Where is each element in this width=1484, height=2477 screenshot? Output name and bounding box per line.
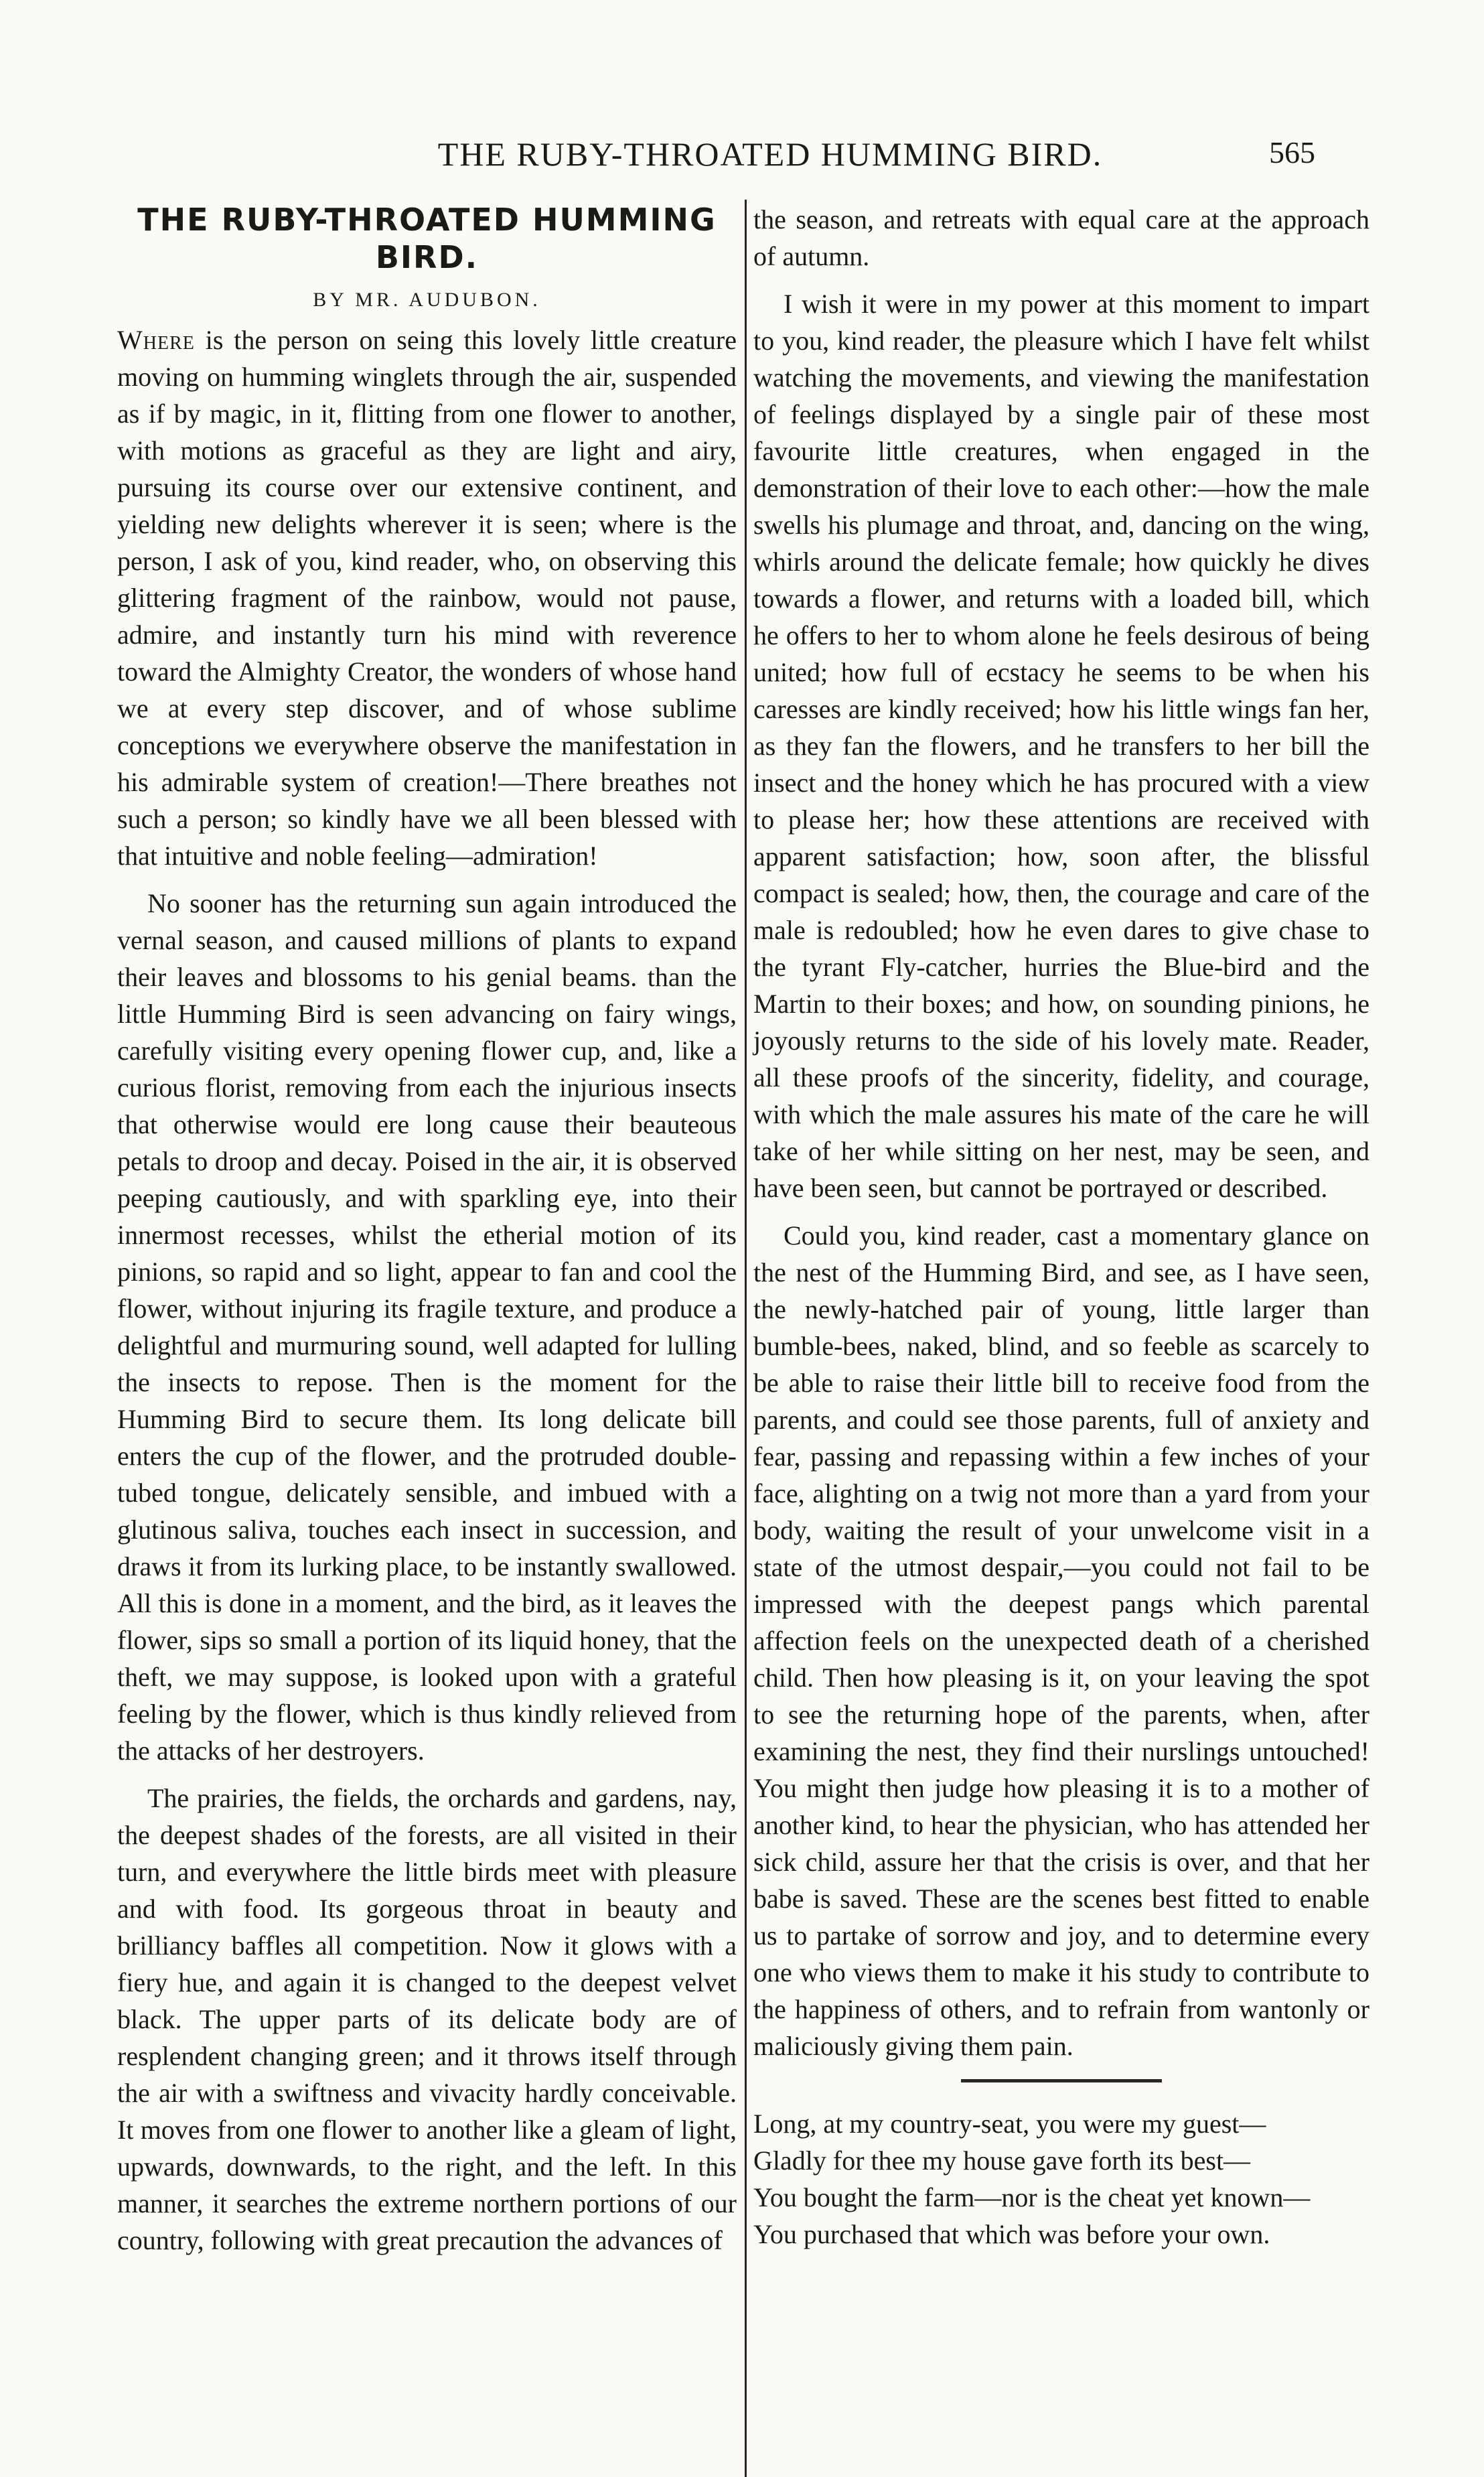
page-number: 565 [1269,135,1315,169]
poem [753,2105,1369,2253]
byline: BY MR. AUDUBON. [313,289,541,311]
poem-line: Gladly for thee my house gave forth its best— [753,2145,1251,2176]
paragraph-4: I wish it were in my power at this moment to impart to you, kind reader, the pleasure which I have felt whilst watching the movements, and viewing the manifestation of feelings displayed by a single pair of these most favourite little creatures, when engaged in the demonstration of their love to each other:—how the male swells his plumage and throat, and, dancing on the wing, whirls around the delicate female; how quickly he dives towards a flower, and returns with a loaded bill, which he offers to her to whom alone he feels desirous of being united; how full of ecstacy he seems to be when his caresses are kindly received; how his little wings fan her, as they fan the flowers, and he transfers to her bill the insect and the honey which he has procured with a view to please her; how these attentions are received with apparent satisfaction; how, soon after, the blissful compact is sealed; how, then, the courage and care of the male is redoubled; how he even dares to give chase to the tyrant Fly-catcher, hurries the Blue-bird and the Martin to their boxes; and how, on sounding pinions, he joyously returns to the side of his lovely mate. Reader, all these proofs of the sincerity, fidelity, and courage, with which the male assures his mate of the care he will take of her while sitting on her nest, may be seen, and have been seen, but cannot be portrayed or described. [753,289,1369,1203]
right-column [753,201,1369,2253]
poem-line: You bought the farm—nor is the cheat yet known— [753,2182,1311,2212]
paragraph-2: No sooner has the returning sun again introduced the vernal season, and caused millions of plants to expand their leaves and blossoms to his genial beams. than the little Humming Bird is seen advancing on fairy wings, carefully visiting every opening flower cup, and, like a curious florist, removing from each the injurious insects that otherwise would ere long cause their beauteous petals to droop and decay. Poised in the air, it is observed peeping cautiously, and with sparkling eye, into their innermost recesses, whilst the etherial motion of its pinions, so rapid and so light, appear to fan and cool the flower, without injuring its fragile texture, and produce a delightful and murmuring sound, well adapted for lulling the insects to repose. Then is the moment for the Humming Bird to secure them. Its long delicate bill enters the cup of the flower, and the protruded double-tubed tongue, delicately sensible, and imbued with a glutinous saliva, touches each insect in succession, and draws it from its lurking place, to be instantly swallowed. All this is done in a moment, and the bird, as it leaves the flower, sips so small a portion of its liquid honey, that the theft, we may suppose, is looked upon with a grateful feeling by the flower, which is thus kindly relieved from the attacks of her destroyers. [117,888,737,1766]
running-head: THE RUBY-THROATED HUMMING BIRD. [437,135,1103,173]
paragraph-3-continued: the season, and retreats with equal care at the approach of autumn. [753,204,1369,271]
paragraph-5: Could you, kind reader, cast a momentary glance on the nest of the Humming Bird, and see, as I have seen, the newly-hatched pair of young, little larger than bumble-bees, naked, blind, and so feeble as scarcely to be able to raise their little bill to receive food from the parents, and could see those parents, full of anxiety and fear, passing and repassing within a few inches of your face, alighting on a twig not more than a yard from your body, waiting the result of your unwelcome visit in a state of the utmost despair,—you could not fail to be impressed with the deepest pangs which parental affection feels on the unexpected death of a cherished child. Then how pleasing is it, on your leaving the spot to see the returning hope of the parents, when, after examining the nest, they find their nurslings untouched! You might then judge how pleasing it is to a mother of another kind, to hear the physician, who has attended her sick child, assure her that the crisis is over, and that her babe is saved. These are the scenes best fitted to enable us to partake of sorrow and joy, and to determine every one who views them to make it his study to contribute to the happiness of others, and to refrain from wantonly or maliciously giving them pain. [753,1220,1369,2061]
paragraph-3: The prairies, the fields, the orchards and gardens, nay, the deepest shades of the forests, are all visited in their turn, and everywhere the little birds meet with pleasure and with food. Its gorgeous throat in beauty and brilliancy baffles all competition. Now it glows with a fiery hue, and again it is changed to the deepest velvet black. The upper parts of its delicate body are of resplendent changing green; and it throws itself through the air with a swiftness and vivacity hardly conceivable. It moves from one flower to another like a gleam of light, upwards, downwards, to the right, and the left. In this manner, it searches the extreme northern portions of our country, following with great precaution the advances of [117,1783,737,2255]
poem-line: You purchased that which was before your own. [753,2219,1270,2249]
left-column [117,201,737,2269]
column-divider [745,200,747,2477]
dropword: Where [117,325,195,355]
article-title: THE RUBY-THROATED HUMMING BIRD. [137,202,717,275]
paragraph-1-text: is the person on seing this lovely little creature moving on humming winglets through the air, suspended as if by magic, in it, flitting from one flower to another, with motions as graceful as they are light and airy, pursuing its course over our extensive continent, and yielding new delights wherever it is seen; where is the person, I ask of you, kind reader, who, on observing this glittering fragment of the rainbow, would not pause, admire, and instantly turn his mind with reverence toward the Almighty Creator, the wonders of whose hand we at every step discover, and of whose sublime conceptions we everywhere observe the manifestation in his admirable system of creation!—There breathes not such a person; so kindly have we all been blessed with that intuitive and noble feeling—admiration! [117,325,737,871]
paragraph-1 [117,322,737,874]
poem-line: Long, at my country-seat, you were my guest— [753,2109,1266,2139]
section-rule [961,2079,1162,2082]
